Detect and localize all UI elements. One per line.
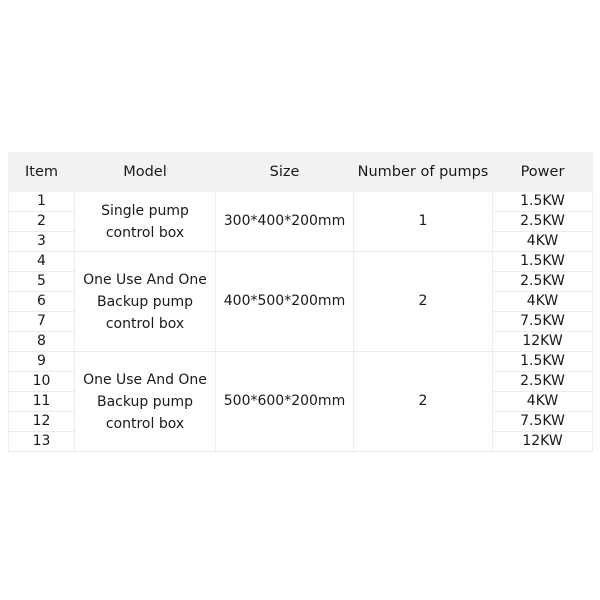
power-cell: 2.5KW xyxy=(493,372,593,392)
power-cell: 1.5KW xyxy=(493,192,593,212)
power-cell: 2.5KW xyxy=(493,272,593,292)
item-cell: 3 xyxy=(9,232,75,252)
power-cell: 1.5KW xyxy=(493,252,593,272)
header-size: Size xyxy=(216,153,354,192)
item-cell: 11 xyxy=(9,392,75,412)
pumps-cell: 1 xyxy=(354,192,493,252)
table-row xyxy=(9,352,593,372)
header-power: Power xyxy=(493,153,593,192)
power-cell: 4KW xyxy=(493,292,593,312)
item-cell: 9 xyxy=(9,352,75,372)
item-cell: 2 xyxy=(9,212,75,232)
header-model: Model xyxy=(75,153,216,192)
header-item: Item xyxy=(9,153,75,192)
power-cell: 12KW xyxy=(493,432,593,452)
pumps-cell: 2 xyxy=(354,252,493,352)
table-row xyxy=(9,252,593,272)
model-cell: One Use And One Backup pump control box xyxy=(75,252,216,352)
size-cell: 300*400*200mm xyxy=(216,192,354,252)
item-cell: 12 xyxy=(9,412,75,432)
power-cell: 1.5KW xyxy=(493,352,593,372)
pumps-cell: 2 xyxy=(354,352,493,452)
table-header-row xyxy=(9,153,593,192)
item-cell: 7 xyxy=(9,312,75,332)
power-cell: 4KW xyxy=(493,392,593,412)
size-cell: 500*600*200mm xyxy=(216,352,354,452)
power-cell: 7.5KW xyxy=(493,412,593,432)
item-cell: 4 xyxy=(9,252,75,272)
model-cell: One Use And One Backup pump control box xyxy=(75,352,216,452)
item-cell: 10 xyxy=(9,372,75,392)
item-cell: 13 xyxy=(9,432,75,452)
pump-control-box-spec-table xyxy=(8,152,593,452)
power-cell: 4KW xyxy=(493,232,593,252)
item-cell: 6 xyxy=(9,292,75,312)
item-cell: 1 xyxy=(9,192,75,212)
power-cell: 2.5KW xyxy=(493,212,593,232)
power-cell: 12KW xyxy=(493,332,593,352)
item-cell: 8 xyxy=(9,332,75,352)
size-cell: 400*500*200mm xyxy=(216,252,354,352)
power-cell: 7.5KW xyxy=(493,312,593,332)
header-number-of-pumps: Number of pumps xyxy=(354,153,493,192)
table-row xyxy=(9,192,593,212)
model-cell: Single pump control box xyxy=(75,192,216,252)
item-cell: 5 xyxy=(9,272,75,292)
